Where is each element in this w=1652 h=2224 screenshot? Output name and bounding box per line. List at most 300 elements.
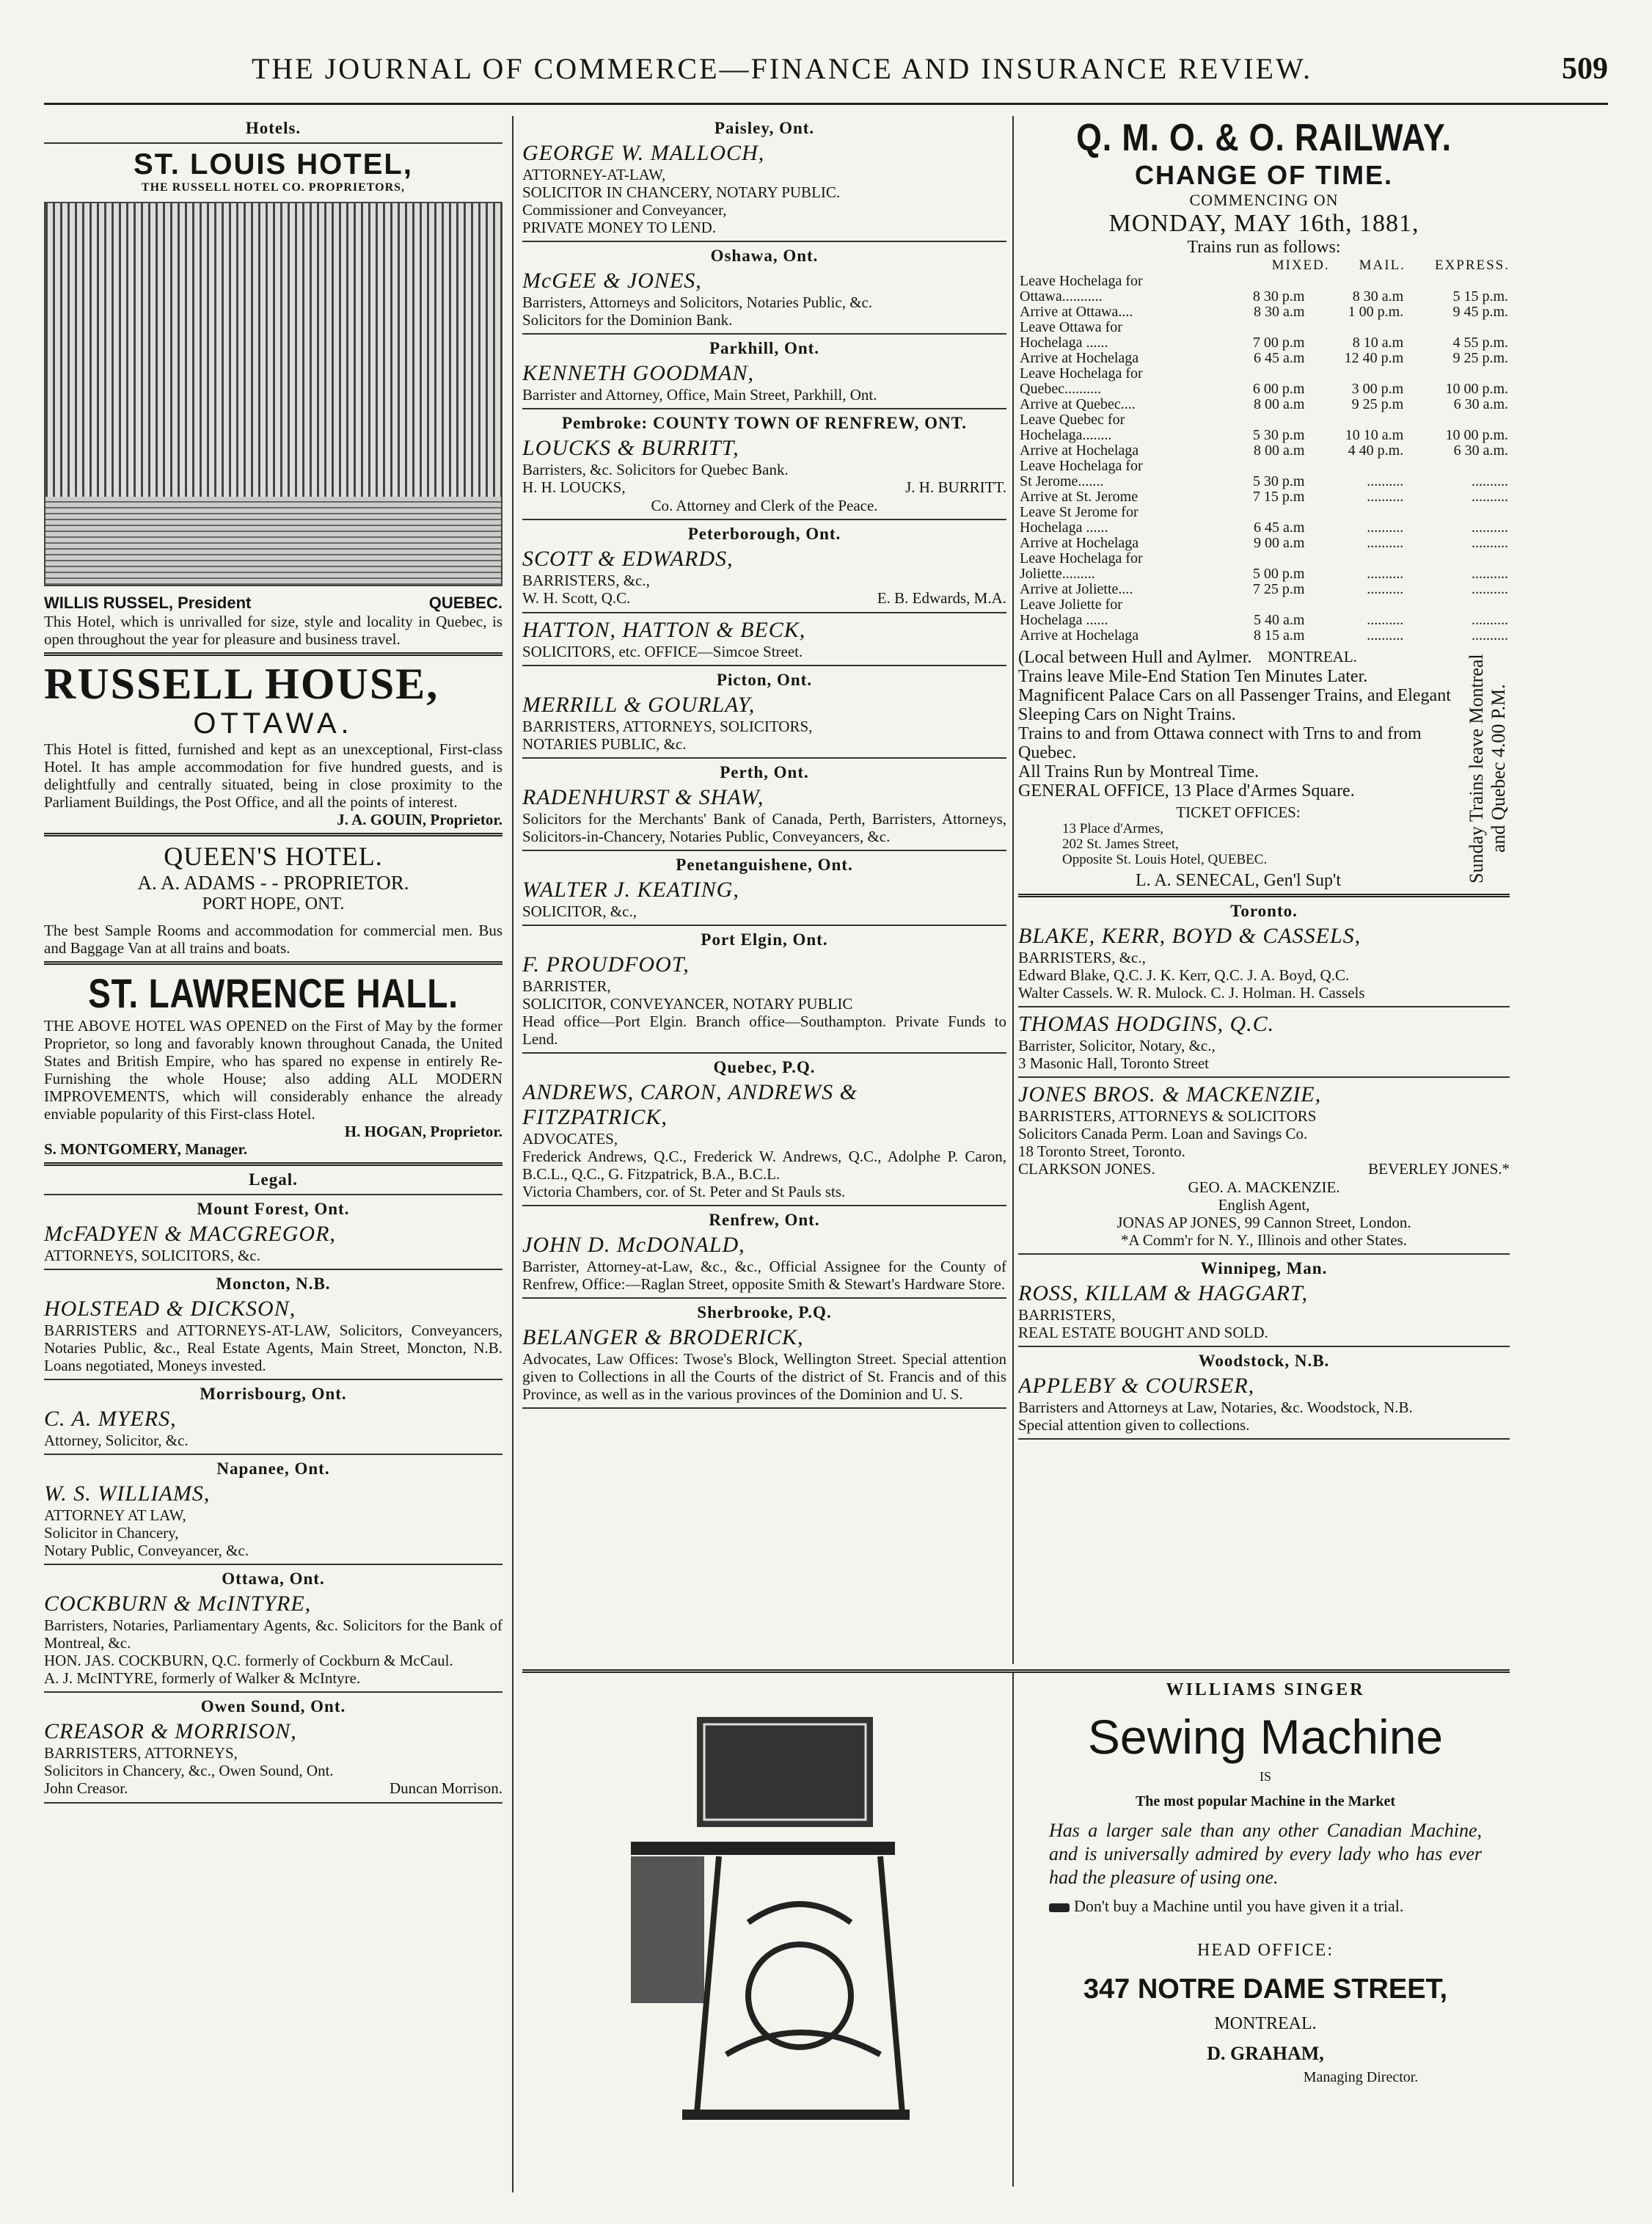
timetable-cell: Leave Hochelaga for bbox=[1020, 550, 1143, 566]
legal-line: BARRISTERS, ATTORNEYS, SOLICITORS, bbox=[522, 718, 813, 735]
timetable-cell: Hochelaga ...... bbox=[1020, 335, 1108, 351]
legal-place: Sherbrooke, P.Q. bbox=[697, 1303, 832, 1321]
col-mail: MAIL. bbox=[1359, 258, 1406, 273]
timetable-cell: Quebec.......... bbox=[1020, 381, 1102, 397]
sewing-name: D. GRAHAM, bbox=[1207, 2043, 1324, 2064]
column-divider-1 bbox=[512, 116, 513, 2192]
timetable-row bbox=[1018, 536, 1510, 551]
timetable-cell bbox=[1219, 551, 1306, 566]
legal-line: BARRISTER, bbox=[522, 977, 611, 995]
timetable-cell bbox=[1405, 505, 1510, 520]
legal-place: Parkhill, Ont. bbox=[709, 339, 820, 357]
railway-date: MONDAY, MAY 16th, 1881, bbox=[1108, 210, 1419, 237]
column-divider-3 bbox=[1012, 1673, 1014, 2187]
legal-card bbox=[522, 930, 1006, 1054]
legal-firm-name: F. PROUDFOOT, bbox=[522, 952, 690, 977]
bottom-divider bbox=[522, 1669, 1510, 1673]
legal-firm-name: CREASOR & MORRISON, bbox=[44, 1719, 297, 1743]
legal-place: Penetanguishene, Ont. bbox=[676, 856, 853, 874]
legal-partner-right: J. H. BURRITT. bbox=[905, 478, 1006, 496]
legal-line: BARRISTERS, bbox=[1018, 1306, 1116, 1324]
legal-line: Solicitors for the Merchants' Bank of Canada, Perth, Barristers, Attorneys, Solicitors-in-Chancery, Notaries Public, Conveyancers, &c. bbox=[522, 810, 1006, 845]
timetable-cell: .......... bbox=[1472, 581, 1508, 597]
page-number: 509 bbox=[1562, 52, 1608, 86]
section-heading-legal: Legal. bbox=[249, 1170, 298, 1189]
railway-note: Magnificent Palace Cars on all Passenger Trains, and Elegant Sleeping Cars on Night Trains. bbox=[1018, 686, 1451, 724]
railway-note: All Trains Run by Montreal Time. bbox=[1018, 762, 1260, 781]
legal-firm-name: HATTON, HATTON & BECK, bbox=[522, 618, 806, 642]
legal-firm-name: APPLEBY & COURSER, bbox=[1018, 1374, 1255, 1398]
timetable-cell bbox=[1219, 459, 1306, 474]
legal-partner-right: BEVERLEY JONES.* bbox=[1368, 1160, 1510, 1178]
timetable-cell bbox=[1405, 551, 1510, 566]
timetable-row bbox=[1018, 613, 1510, 628]
legal-card bbox=[522, 856, 1006, 926]
legal-place: Woodstock, N.B. bbox=[1198, 1352, 1330, 1370]
legal-line: HON. JAS. COCKBURN, Q.C. formerly of Cockburn & McCaul. bbox=[44, 1652, 453, 1669]
timetable-cell: .......... bbox=[1472, 489, 1508, 505]
timetable-cell: 6 45 a.m bbox=[1254, 519, 1305, 536]
legal-place: Toronto. bbox=[1230, 902, 1298, 920]
timetable-cell bbox=[1405, 366, 1510, 382]
timetable-cell: 10 10 a.m bbox=[1345, 427, 1404, 443]
legal-place: Renfrew, Ont. bbox=[709, 1211, 820, 1229]
timetable-row bbox=[1018, 320, 1510, 335]
timetable-cell: 4 55 p.m. bbox=[1452, 335, 1508, 351]
timetable-cell: Arrive at Hochelaga bbox=[1020, 535, 1139, 551]
timetable-row bbox=[1018, 335, 1510, 351]
legal-card bbox=[522, 247, 1006, 335]
legal-card bbox=[522, 525, 1006, 613]
sewing-machine-image bbox=[616, 1702, 910, 2143]
ticket-city: MONTREAL. bbox=[1268, 648, 1357, 666]
sewing-popular: The most popular Machine in the Market bbox=[1135, 1793, 1396, 1809]
legal-line: PRIVATE MONEY TO LEND. bbox=[522, 219, 717, 236]
legal-line: SOLICITOR, &c., bbox=[522, 903, 637, 920]
railway-run: Trains run as follows: bbox=[1187, 238, 1341, 257]
timetable-cell: .......... bbox=[1367, 519, 1404, 536]
legal-card bbox=[522, 671, 1006, 759]
railway-note: Trains leave Mile-End Station Ten Minutes Later. bbox=[1018, 667, 1368, 686]
timetable-row bbox=[1018, 566, 1510, 582]
legal-card bbox=[522, 119, 1006, 242]
timetable-cell: 8 30 a.m bbox=[1352, 288, 1404, 305]
timetable-cell: Arrive at Hochelaga bbox=[1020, 627, 1139, 643]
timetable-cell: 10 00 p.m. bbox=[1445, 381, 1508, 397]
legal-firm-name: SCOTT & EDWARDS, bbox=[522, 547, 734, 571]
timetable-cell: .......... bbox=[1367, 612, 1404, 628]
timetable-cell: .......... bbox=[1472, 473, 1508, 489]
legal-place: Quebec, P.Q. bbox=[713, 1058, 816, 1076]
legal-line: BARRISTERS, &c., bbox=[522, 572, 650, 589]
timetable-cell: Leave Ottawa for bbox=[1020, 319, 1122, 335]
timetable-cell bbox=[1306, 459, 1405, 474]
legal-firm-name: GEORGE W. MALLOCH, bbox=[522, 141, 765, 165]
legal-line: Barristers and Attorneys at Law, Notaries, &c. Woodstock, N.B. bbox=[1018, 1399, 1413, 1416]
timetable-cell: 8 10 a.m bbox=[1352, 335, 1404, 351]
timetable-cell: 7 25 p.m bbox=[1252, 581, 1305, 597]
timetable-row bbox=[1018, 551, 1510, 566]
legal-firm-name: KENNETH GOODMAN, bbox=[522, 361, 755, 385]
timetable-cell: Arrive at Quebec.... bbox=[1020, 396, 1136, 412]
timetable-cell: .......... bbox=[1367, 627, 1404, 643]
timetable-row bbox=[1018, 382, 1510, 397]
sewing-desc: Has a larger sale than any other Canadian Machine, and is universally admired by every lady who has ever had the pleasure of using one. bbox=[1049, 1820, 1482, 1888]
railway-signed: L. A. SENECAL, Gen'l Sup't bbox=[1136, 871, 1341, 890]
timetable-cell: 6 00 p.m bbox=[1252, 381, 1305, 397]
sewing-brand: WILLIAMS SINGER bbox=[1166, 1680, 1365, 1699]
legal-firm-name: ROSS, KILLAM & HAGGART, bbox=[1018, 1281, 1308, 1305]
timetable-row bbox=[1018, 443, 1510, 459]
legal-card bbox=[1018, 1082, 1510, 1255]
st-lawrence-mgr: S. MONTGOMERY, Manager. bbox=[44, 1140, 248, 1158]
timetable-cell: 4 40 p.m. bbox=[1348, 442, 1404, 459]
legal-line: Solicitors Canada Perm. Loan and Savings Co. bbox=[1018, 1125, 1308, 1142]
legal-place: Picton, Ont. bbox=[716, 671, 813, 689]
legal-firm-name: THOMAS HODGINS, Q.C. bbox=[1018, 1012, 1275, 1036]
timetable-row bbox=[1018, 505, 1510, 520]
ticket-office-line: 13 Place d'Armes, bbox=[1062, 821, 1163, 836]
russell-prop: J. A. GOUIN, Proprietor. bbox=[337, 811, 502, 828]
timetable-cell: Leave Quebec for bbox=[1020, 412, 1125, 428]
legal-card bbox=[522, 1211, 1006, 1299]
timetable-row bbox=[1018, 305, 1510, 320]
page-header bbox=[44, 51, 1608, 105]
timetable-cell: 5 30 p.m bbox=[1252, 473, 1305, 489]
timetable-cell: .......... bbox=[1472, 535, 1508, 551]
legal-place: Port Elgin, Ont. bbox=[701, 930, 828, 949]
st-louis-president: WILLIS RUSSEL, President bbox=[44, 594, 252, 612]
sewing-is: IS bbox=[1259, 1769, 1271, 1784]
legal-partner-right: E. B. Edwards, M.A. bbox=[877, 589, 1006, 607]
st-louis-hotel-name: ST. LOUIS HOTEL, bbox=[134, 148, 413, 181]
legal-line: ATTORNEY AT LAW, bbox=[44, 1506, 186, 1524]
timetable-cell bbox=[1405, 412, 1510, 428]
legal-card bbox=[44, 1275, 502, 1380]
queens-city: PORT HOPE, ONT. bbox=[202, 894, 345, 914]
timetable-cell: Ottawa........... bbox=[1020, 288, 1103, 305]
legal-partner-left: H. H. LOUCKS, bbox=[522, 478, 626, 496]
queens-hotel-name: QUEEN'S HOTEL. bbox=[164, 842, 383, 871]
st-lawrence-prop: H. HOGAN, Proprietor. bbox=[344, 1123, 502, 1140]
legal-line: Barrister, Attorney-at-Law, &c., &c., Official Assignee for the County of Renfrew, Office:—Raglan Street, opposite Smith & Stewart's Hardware Store. bbox=[522, 1258, 1006, 1293]
timetable-cell: 12 40 p.m bbox=[1344, 350, 1404, 366]
sewing-address: 347 NOTRE DAME STREET, bbox=[1083, 1974, 1448, 2005]
railway-note: GENERAL OFFICE, 13 Place d'Armes Square. bbox=[1018, 781, 1355, 801]
railway-note: Trains to and from Ottawa connect with Trns to and from Quebec. bbox=[1018, 724, 1422, 762]
timetable-cell: 5 30 p.m bbox=[1252, 427, 1305, 443]
legal-firm-name: McFADYEN & MACGREGOR, bbox=[44, 1222, 336, 1246]
legal-firm-name: HOLSTEAD & DICKSON, bbox=[44, 1297, 296, 1321]
legal-card bbox=[1018, 1259, 1510, 1347]
st-lawrence-desc: THE ABOVE HOTEL WAS OPENED on the First of May by the former Proprietor, so long and favorably known throughout Canada, the United States and British Empire, who has spared no expense in entirely Re-Furnishing the whole House; also adding ALL MODERN IMPROVEMENTS, which will considerably enhance the already enviable popularity of this First-class Hotel. bbox=[44, 1017, 502, 1123]
timetable-cell: Arrive at Joliette.... bbox=[1020, 581, 1133, 597]
legal-place: Winnipeg, Man. bbox=[1200, 1259, 1328, 1277]
legal-firm-name: BLAKE, KERR, BOYD & CASSELS, bbox=[1018, 924, 1362, 948]
legal-firm-name: ANDREWS, CARON, ANDREWS & FITZPATRICK, bbox=[522, 1080, 858, 1129]
russell-desc: This Hotel is fitted, furnished and kept as an unexceptional, First-class Hotel. It has ample accommodation for five hundred guests, and is delightfully and centrally situated, being in close proximity to the Parliament Buildings, the Post Office, and all the points of interest. bbox=[44, 740, 502, 811]
legal-line: SOLICITOR IN CHANCERY, NOTARY PUBLIC. bbox=[522, 183, 841, 201]
legal-extra-line: GEO. A. MACKENZIE. bbox=[1188, 1178, 1340, 1196]
timetable-cell: Hochelaga ...... bbox=[1020, 519, 1108, 536]
col-mixed: MIXED. bbox=[1271, 258, 1330, 273]
timetable-cell: Arrive at St. Jerome bbox=[1020, 489, 1139, 505]
sewing-city: MONTREAL. bbox=[1214, 2014, 1317, 2033]
legal-line: NOTARIES PUBLIC, &c. bbox=[522, 735, 687, 753]
legal-card bbox=[44, 1697, 502, 1804]
legal-line: 18 Toronto Street, Toronto. bbox=[1018, 1142, 1185, 1160]
legal-card bbox=[522, 414, 1006, 520]
queens-desc: The best Sample Rooms and accommodation for commercial men. Bus and Baggage Van at all trains and boats. bbox=[44, 922, 502, 957]
timetable-cell: Leave Hochelaga for bbox=[1020, 458, 1143, 474]
legal-card bbox=[522, 763, 1006, 851]
legal-card bbox=[44, 1200, 502, 1270]
column-divider-2 bbox=[1012, 116, 1014, 1664]
timetable-cell: 8 30 p.m bbox=[1252, 288, 1305, 305]
legal-card bbox=[522, 1303, 1006, 1409]
legal-card bbox=[44, 1459, 502, 1565]
timetable-row bbox=[1018, 274, 1510, 289]
legal-extra-line: JONAS AP JONES, 99 Cannon Street, London. bbox=[1116, 1214, 1411, 1231]
timetable-cell bbox=[1405, 274, 1510, 289]
railway-subtitle: CHANGE OF TIME. bbox=[1135, 160, 1393, 190]
column-legal-cards bbox=[522, 116, 1006, 1653]
timetable-row bbox=[1018, 428, 1510, 443]
legal-line: Barrister, Solicitor, Notary, &c., bbox=[1018, 1037, 1216, 1054]
timetable-cell bbox=[1219, 366, 1306, 382]
timetable-cell: .......... bbox=[1367, 473, 1404, 489]
legal-line: Barristers, Notaries, Parliamentary Agents, &c. Solicitors for the Bank of Montreal, &c. bbox=[44, 1616, 502, 1652]
timetable-cell: 5 00 p.m bbox=[1252, 566, 1305, 582]
timetable-cell: .......... bbox=[1472, 566, 1508, 582]
timetable-row bbox=[1018, 474, 1510, 489]
timetable-cell bbox=[1306, 366, 1405, 382]
legal-place: Moncton, N.B. bbox=[216, 1275, 331, 1293]
legal-cards-list bbox=[522, 119, 1006, 1409]
legal-line: Advocates, Law Offices: Twose's Block, Wellington Street. Special attention given to Collections in all the Courts of the district of St. Francis and of this Province, as well as in the various provinces of the Dominion and U. S. bbox=[522, 1350, 1006, 1403]
timetable-cell: 7 00 p.m bbox=[1252, 335, 1305, 351]
timetable-cell: 9 45 p.m. bbox=[1452, 304, 1508, 320]
legal-line: BARRISTERS, ATTORNEYS, bbox=[44, 1744, 238, 1762]
legal-firm-name: WALTER J. KEATING, bbox=[522, 878, 739, 902]
timetable-cell: 9 25 p.m bbox=[1351, 396, 1404, 412]
legal-line: BARRISTERS, &c., bbox=[1018, 949, 1146, 966]
legal-place: Mount Forest, Ont. bbox=[197, 1200, 350, 1218]
legal-place: Pembroke: COUNTY TOWN OF RENFREW, ONT. bbox=[562, 414, 967, 432]
timetable-cell: 8 00 a.m bbox=[1254, 442, 1305, 459]
legal-place: Owen Sound, Ont. bbox=[200, 1697, 346, 1716]
legal-place: Perth, Ont. bbox=[720, 763, 809, 781]
legal-line: Commissioner and Conveyancer, bbox=[522, 201, 727, 219]
journal-title: THE JOURNAL OF COMMERCE—FINANCE AND INSURANCE REVIEW. bbox=[251, 52, 1313, 85]
legal-line: REAL ESTATE BOUGHT AND SOLD. bbox=[1018, 1324, 1268, 1341]
timetable-cell: .......... bbox=[1472, 627, 1508, 643]
timetable-cell bbox=[1405, 320, 1510, 335]
timetable-cell: 6 45 a.m bbox=[1254, 350, 1305, 366]
timetable-row bbox=[1018, 597, 1510, 613]
legal-line: Barristers, Attorneys and Solicitors, Notaries Public, &c. bbox=[522, 294, 873, 311]
sewing-warn: Don't buy a Machine until you have given it a trial. bbox=[1074, 1897, 1404, 1915]
timetable-cell: 6 30 a.m. bbox=[1453, 396, 1508, 412]
legal-partner-right: Duncan Morrison. bbox=[390, 1779, 502, 1797]
timetable-cell bbox=[1219, 505, 1306, 520]
legal-place: Morrisbourg, Ont. bbox=[200, 1385, 347, 1403]
timetable-cell: 1 00 p.m. bbox=[1348, 304, 1404, 320]
legal-firm-name: MERRILL & GOURLAY, bbox=[522, 693, 756, 717]
col-express: EXPRESS. bbox=[1434, 258, 1510, 273]
legal-line: Attorney, Solicitor, &c. bbox=[44, 1432, 189, 1449]
legal-card bbox=[44, 1385, 502, 1455]
sewing-machine-ad bbox=[1027, 1680, 1504, 2086]
timetable-cell bbox=[1306, 597, 1405, 613]
timetable-cell bbox=[1219, 597, 1306, 613]
ticket-offices-heading: TICKET OFFICES: bbox=[1176, 803, 1301, 821]
timetable-cell: .......... bbox=[1472, 612, 1508, 628]
timetable-row bbox=[1018, 397, 1510, 412]
legal-line: Solicitors for the Dominion Bank. bbox=[522, 311, 733, 329]
legal-card bbox=[522, 618, 1006, 666]
legal-line: Edward Blake, Q.C. J. K. Kerr, Q.C. J. A. Boyd, Q.C. bbox=[1018, 966, 1350, 984]
timetable-cell bbox=[1405, 459, 1510, 474]
timetable-row bbox=[1018, 412, 1510, 428]
legal-line: A. J. McINTYRE, formerly of Walker & McIntyre. bbox=[44, 1669, 361, 1687]
sewing-role: Managing Director. bbox=[1303, 2069, 1419, 2085]
legal-card bbox=[1018, 1352, 1510, 1440]
legal-card bbox=[1018, 1012, 1510, 1078]
timetable-cell: .......... bbox=[1367, 535, 1404, 551]
legal-line: Barrister and Attorney, Office, Main Street, Parkhill, Ont. bbox=[522, 386, 877, 404]
timetable-cell: .......... bbox=[1367, 581, 1404, 597]
legal-list bbox=[44, 1200, 502, 1804]
legal-line: BARRISTERS, ATTORNEYS & SOLICITORS bbox=[1018, 1107, 1317, 1125]
timetable-cell bbox=[1219, 320, 1306, 335]
legal-partner-left: John Creasor. bbox=[44, 1779, 128, 1797]
timetable-cell bbox=[1219, 412, 1306, 428]
railway-note: (Local between Hull and Aylmer. bbox=[1018, 648, 1252, 667]
legal-card bbox=[1018, 902, 1510, 1007]
legal-firm-name: W. S. WILLIAMS, bbox=[44, 1481, 211, 1506]
railway-commencing: COMMENCING ON bbox=[1189, 191, 1339, 209]
timetable-cell bbox=[1306, 505, 1405, 520]
timetable-cell: 8 15 a.m bbox=[1254, 627, 1305, 643]
legal-line: BARRISTERS and ATTORNEYS-AT-LAW, Solicitors, Conveyancers, Notaries Public, &c., Real Estate Agents, Main Street, Moncton, N.B. Loans negotiated, Moneys invested. bbox=[44, 1321, 502, 1374]
legal-extra: Co. Attorney and Clerk of the Peace. bbox=[651, 497, 878, 514]
timetable-row bbox=[1018, 582, 1510, 597]
timetable-cell: .......... bbox=[1367, 489, 1404, 505]
timetable-cell bbox=[1306, 551, 1405, 566]
timetable-cell: Leave Hochelaga for bbox=[1020, 273, 1143, 289]
column-railway bbox=[1018, 116, 1510, 1653]
railway-title: Q. M. O. & O. RAILWAY. bbox=[1076, 117, 1452, 159]
timetable bbox=[1018, 274, 1510, 643]
legal-line: 3 Masonic Hall, Toronto Street bbox=[1018, 1054, 1210, 1072]
timetable-cell: Hochelaga........ bbox=[1020, 427, 1112, 443]
timetable-cell: .......... bbox=[1472, 519, 1508, 536]
legal-line: ATTORNEYS, SOLICITORS, &c. bbox=[44, 1247, 260, 1264]
timetable-cell: 3 00 p.m bbox=[1351, 381, 1404, 397]
legal-card bbox=[522, 1058, 1006, 1206]
timetable-cell: Hochelaga ...... bbox=[1020, 612, 1108, 628]
legal-line: SOLICITOR, CONVEYANCER, NOTARY PUBLIC bbox=[522, 995, 853, 1013]
ticket-office-line: Opposite St. Louis Hotel, QUEBEC. bbox=[1062, 852, 1268, 867]
russell-city: OTTAWA. bbox=[193, 707, 354, 740]
queens-prop: A. A. ADAMS - - PROPRIETOR. bbox=[137, 872, 409, 894]
timetable-row bbox=[1018, 366, 1510, 382]
sewing-office: HEAD OFFICE: bbox=[1196, 1941, 1334, 1960]
legal-place: Oshawa, Ont. bbox=[710, 247, 819, 265]
timetable-cell bbox=[1219, 274, 1306, 289]
legal-line: Solicitors in Chancery, &c., Owen Sound, Ont. bbox=[44, 1762, 334, 1779]
timetable-cell: 10 00 p.m. bbox=[1445, 427, 1508, 443]
timetable-cell: Arrive at Hochelaga bbox=[1020, 442, 1139, 459]
legal-place: Ottawa, Ont. bbox=[222, 1569, 325, 1588]
timetable-cell: 8 30 a.m bbox=[1254, 304, 1305, 320]
timetable-cell: 6 30 a.m. bbox=[1453, 442, 1508, 459]
timetable-cell bbox=[1306, 412, 1405, 428]
timetable-cell: Arrive at Hochelaga bbox=[1020, 350, 1139, 366]
timetable-cell: Leave Joliette for bbox=[1020, 597, 1122, 613]
legal-line: Notary Public, Conveyancer, &c. bbox=[44, 1542, 249, 1559]
sunday-trains-note: Sunday Trains leave Montreal and Quebec 4.00 P.M. bbox=[1466, 654, 1509, 883]
legal-partner-left: W. H. Scott, Q.C. bbox=[522, 589, 631, 607]
russell-house-name: RUSSELL HOUSE, bbox=[44, 660, 439, 708]
timetable-cell: .......... bbox=[1367, 566, 1404, 582]
ticket-office-line: 202 St. James Street, bbox=[1062, 836, 1179, 852]
legal-line: Special attention given to collections. bbox=[1018, 1416, 1250, 1434]
timetable-cell: 5 15 p.m. bbox=[1452, 288, 1508, 305]
legal-partner-left: CLARKSON JONES. bbox=[1018, 1160, 1155, 1178]
st-louis-city: QUEBEC. bbox=[428, 594, 502, 612]
timetable-cell: 9 00 a.m bbox=[1254, 535, 1305, 551]
legal-line: ADVOCATES, bbox=[522, 1130, 618, 1148]
legal-line: Barristers, &c. Solicitors for Quebec Bank. bbox=[522, 461, 789, 478]
timetable-cell bbox=[1306, 320, 1405, 335]
pointing-hand-icon bbox=[1049, 1903, 1070, 1912]
timetable-cell: Joliette......... bbox=[1020, 566, 1095, 582]
legal-place: Napanee, Ont. bbox=[216, 1459, 330, 1478]
timetable-cell bbox=[1306, 274, 1405, 289]
timetable-cell: Leave St Jerome for bbox=[1020, 504, 1139, 520]
timetable-cell: Arrive at Ottawa.... bbox=[1020, 304, 1133, 320]
legal-place: Paisley, Ont. bbox=[714, 119, 815, 137]
legal-firm-name: LOUCKS & BURRITT, bbox=[522, 436, 739, 460]
legal-line: Solicitor in Chancery, bbox=[44, 1524, 179, 1542]
toronto-legal-list bbox=[1018, 902, 1510, 1440]
timetable-header bbox=[1018, 258, 1510, 274]
timetable-cell: 9 25 p.m. bbox=[1452, 350, 1508, 366]
timetable-cell: 5 40 a.m bbox=[1254, 612, 1305, 628]
hotel-engraving-image bbox=[44, 202, 502, 586]
timetable-cell: 7 15 p.m bbox=[1252, 489, 1305, 505]
column-hotels-legal bbox=[44, 116, 502, 2192]
timetable-cell bbox=[1405, 597, 1510, 613]
legal-firm-name: JONES BROS. & MACKENZIE, bbox=[1018, 1082, 1322, 1106]
timetable-row bbox=[1018, 520, 1510, 536]
legal-firm-name: JOHN D. McDONALD, bbox=[522, 1233, 745, 1257]
legal-line: SOLICITORS, etc. OFFICE—Simcoe Street. bbox=[522, 643, 803, 660]
legal-firm-name: BELANGER & BRODERICK, bbox=[522, 1325, 804, 1349]
timetable-row bbox=[1018, 351, 1510, 366]
legal-line: Frederick Andrews, Q.C., Frederick W. Andrews, Q.C., Adolphe P. Caron, B.C.L., Q.C., G. Fitzpatrick, B.A., B.C.L. bbox=[522, 1148, 1006, 1183]
railway-notes bbox=[1018, 648, 1510, 889]
timetable-row bbox=[1018, 289, 1510, 305]
st-louis-desc: This Hotel, which is unrivalled for size, style and locality in Quebec, is open throughout the year for pleasure and business travel. bbox=[44, 613, 502, 648]
legal-line: ATTORNEY-AT-LAW, bbox=[522, 166, 666, 183]
legal-extra-line: *A Comm'r for N. Y., Illinois and other States. bbox=[1121, 1231, 1407, 1249]
section-heading-hotels: Hotels. bbox=[245, 119, 301, 137]
timetable-cell: Leave Hochelaga for bbox=[1020, 365, 1143, 382]
timetable-row bbox=[1018, 628, 1510, 643]
